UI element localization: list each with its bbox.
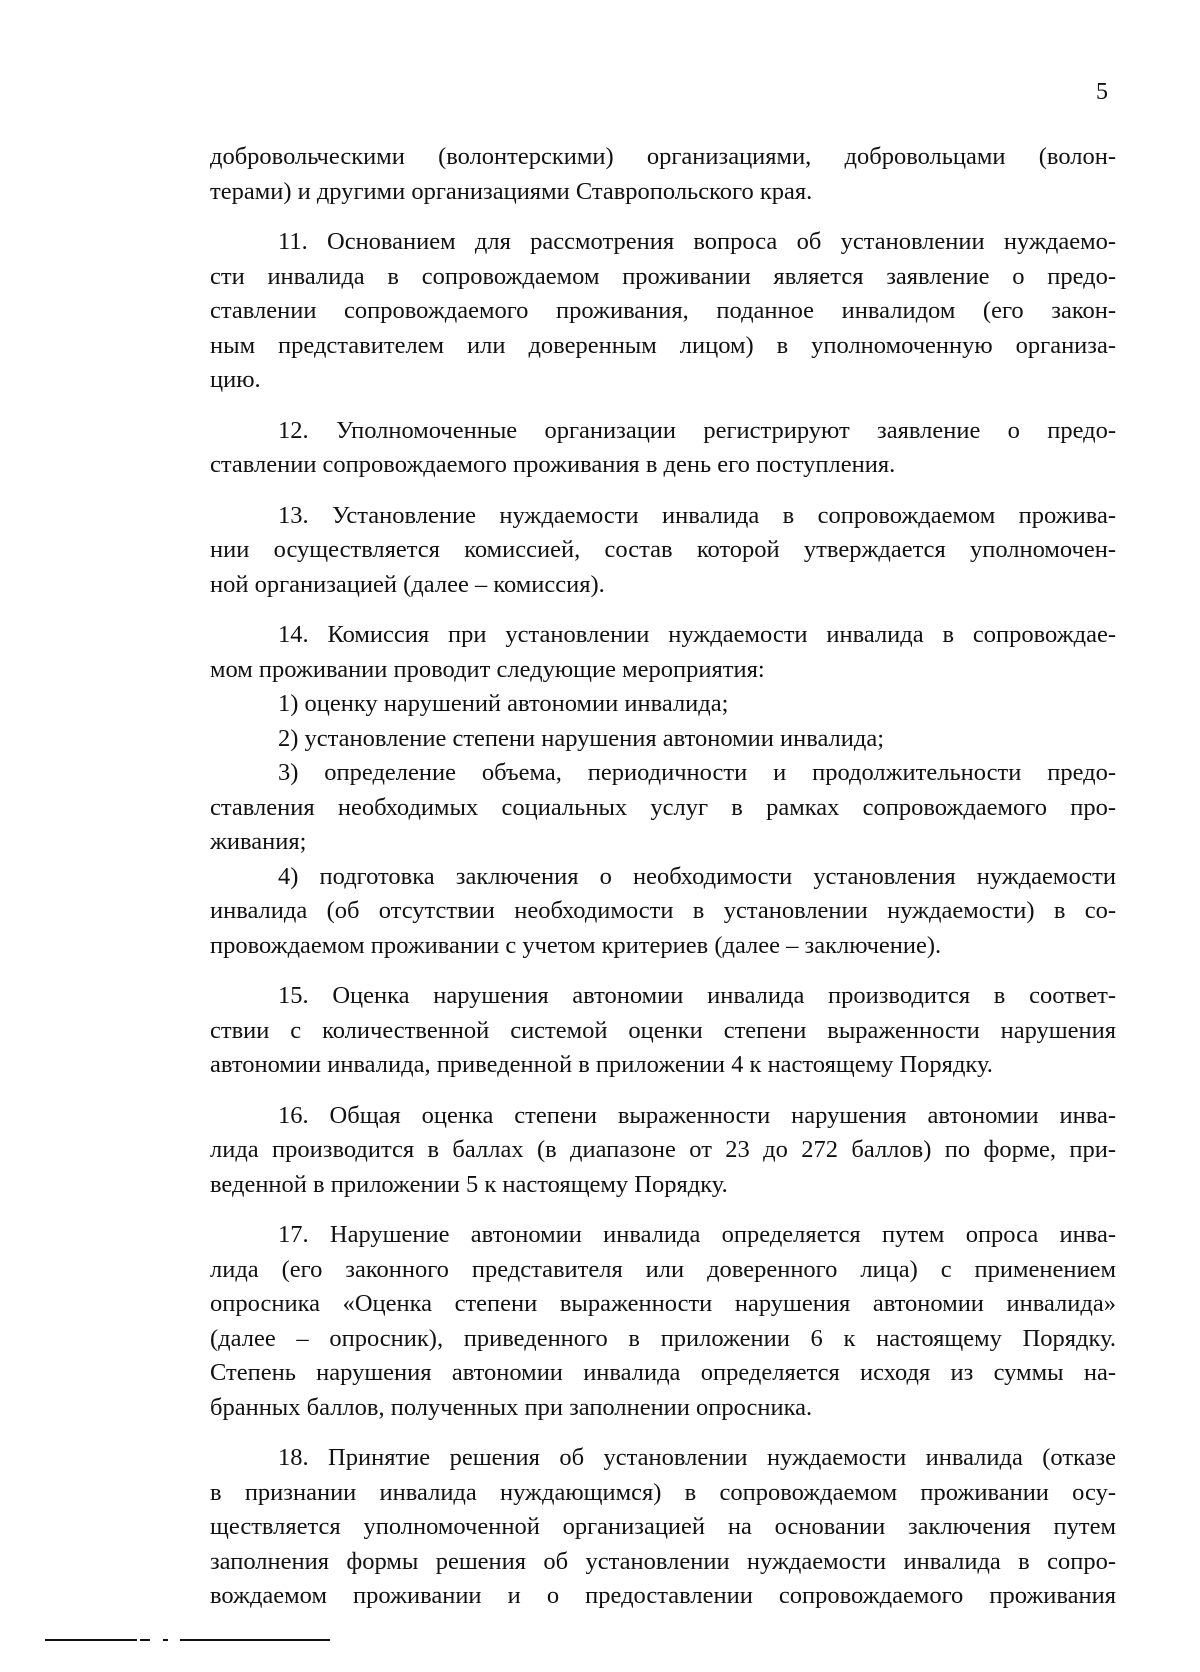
text-line: живания; [210,828,307,855]
text-line: 12. Уполномоченные организации регистрируют заявление о предо- [278,416,1116,444]
footer-rule [163,1639,168,1641]
paragraph-item-11 [210,225,1116,398]
paragraph-item-15 [210,979,1116,1083]
text-line: веденной в приложении 5 к настоящему Порядку. [210,1170,728,1198]
text-line: добровольческими (волонтерскими) организациями, добровольцами (волон- [210,143,1116,170]
paragraph-item-17 [210,1218,1116,1425]
text-line: 13. Установление нуждаемости инвалида в сопровождаемом прожива- [278,501,1116,529]
paragraph-item-18 [210,1441,1116,1614]
footer-rule [180,1639,330,1641]
text-line: автономии инвалида, приведенной в приложении 4 к настоящему Порядку. [210,1051,993,1078]
text-line: мом проживании проводит следующие мероприятия: [210,655,765,683]
page-number: 5 [1096,79,1108,105]
text-line: ществляется уполномоченной организацией на основании заключения путем [210,1513,1116,1540]
text-line: нии осуществляется комиссией, состав которой утверждается уполномочен- [210,536,1116,563]
paragraph-item-12 [210,414,1116,483]
text-line: ставления необходимых социальных услуг в рамках сопровождаемого про- [210,793,1116,821]
text-line: лида (его законного представителя или доверенного лица) с применением [210,1255,1116,1283]
list-item-2: 2) установление степени нарушения автономии инвалида; [278,724,885,752]
footer-rule-lines [210,1639,330,1641]
text-line: лида производится в баллах (в диапазоне от 23 до 272 баллов) по форме, при- [210,1136,1116,1163]
text-line: 17. Нарушение автономии инвалида определяется путем опроса инва- [278,1221,1116,1248]
text-line: ствии с количественной системой оценки степени выраженности нарушения [210,1016,1116,1044]
text-line: 16. Общая оценка степени выраженности нарушения автономии инва- [278,1101,1116,1129]
text-line: провождаемом проживании с учетом критериев (далее – заключение). [210,931,942,959]
text-line: заполнения формы решения об установлении нуждаемости инвалида в сопро- [210,1547,1116,1575]
text-line: ным представителем или доверенным лицом) в уполномоченную организа- [210,331,1116,359]
text-line: инвалида (об отсутствии необходимости в установлении нуждаемости) в со- [210,897,1116,924]
text-line: ставлении сопровождаемого проживания в день его поступления. [210,451,896,478]
text-line: в признании инвалида нуждающимся) в сопровождаемом проживании осу- [210,1478,1116,1506]
list-item-3: 3) определение объема, периодичности и продолжительности предо- [278,759,1116,786]
text-line: цию. [210,366,261,393]
paragraph-item-14 [210,618,1116,963]
text-line: опросника «Оценка степени выраженности нарушения автономии инвалида» [210,1290,1116,1317]
paragraph-item-13 [210,499,1116,603]
text-line: (далее – опросник), приведенного в приложении 6 к настоящему Порядку. [210,1324,1116,1352]
text-line: вождаемом проживании и о предоставлении сопровождаемого проживания [210,1582,1116,1609]
text-line: ной организацией (далее – комиссия). [210,570,605,598]
text-line: терами) и другими организациями Ставропольского края. [210,177,813,205]
text-line: 15. Оценка нарушения автономии инвалида производится в соответ- [278,982,1116,1009]
text-line: 11. Основанием для рассмотрения вопроса об установлении нуждаемо- [278,228,1116,255]
document-body [210,140,1116,1630]
paragraph-item-16 [210,1099,1116,1203]
list-item-4: 4) подготовка заключения о необходимости установления нуждаемости [278,862,1116,890]
text-line: сти инвалида в сопровождаемом проживании является заявление о предо- [210,262,1116,290]
text-line: 18. Принятие решения об установлении нуждаемости инвалида (отказе [278,1444,1116,1471]
text-line: 14. Комиссия при установлении нуждаемости инвалида в сопровождае- [278,621,1116,648]
footer-rule [140,1639,150,1641]
list-item-1: 1) оценку нарушений автономии инвалида; [278,690,729,717]
text-line: ставлении сопровождаемого проживания, поданное инвалидом (его закон- [210,297,1116,324]
text-line: бранных баллов, полученных при заполнении опросника. [210,1393,813,1421]
footer-rule [45,1639,137,1641]
text-line: Степень нарушения автономии инвалида определяется исходя из суммы на- [210,1359,1116,1386]
paragraph-continuation [210,140,1116,209]
